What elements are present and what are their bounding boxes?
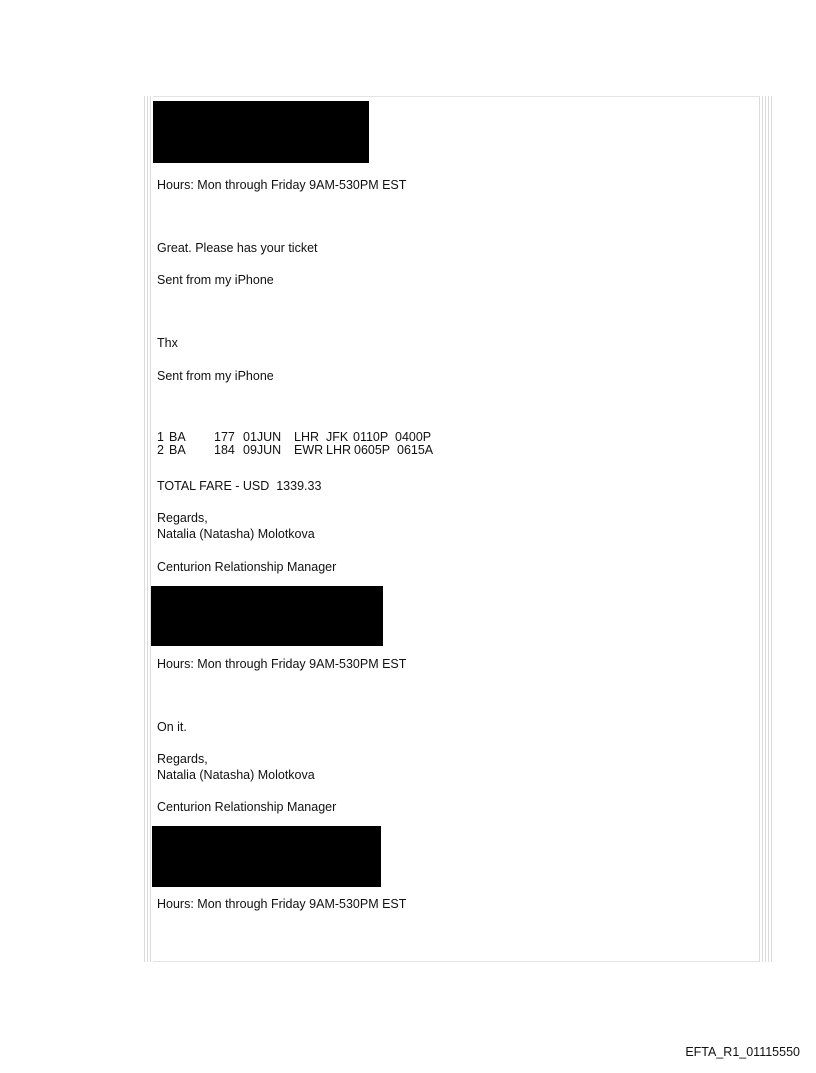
sent-from-signature: Sent from my iPhone <box>157 273 274 287</box>
hours-line: Hours: Mon through Friday 9AM-530PM EST <box>157 897 407 911</box>
redaction-block <box>153 101 369 163</box>
itinerary-to: JFK <box>326 430 349 444</box>
itinerary-flight: 184 <box>214 443 235 457</box>
itinerary-arrival: 0400P <box>395 430 432 444</box>
itinerary-date: 01JUN <box>243 430 282 444</box>
total-fare: TOTAL FARE - USD 1339.33 <box>157 479 322 493</box>
itinerary-from: EWR <box>294 443 324 457</box>
itinerary-departure: 0605P <box>354 443 391 457</box>
redaction-block <box>152 826 381 887</box>
document-id: EFTA_R1_01115550 <box>685 1045 800 1059</box>
itinerary-arrival: 0615A <box>397 443 434 457</box>
regards-text: Regards, <box>157 752 208 766</box>
message-text: Thx <box>157 336 178 350</box>
itinerary-carrier: BA <box>169 443 186 457</box>
itinerary-departure: 0110P <box>353 430 389 444</box>
frame-right-border <box>759 96 772 962</box>
message-text: Great. Please has your ticket <box>157 241 318 255</box>
itinerary-carrier: BA <box>169 430 186 444</box>
itinerary-date: 09JUN <box>243 443 282 457</box>
itinerary-line-number: 1 <box>157 430 164 444</box>
itinerary-line-number: 2 <box>157 443 164 457</box>
sender-title: Centurion Relationship Manager <box>157 560 337 574</box>
hours-line: Hours: Mon through Friday 9AM-530PM EST <box>157 657 407 671</box>
itinerary-from: LHR <box>294 430 320 444</box>
itinerary-to: LHR <box>326 443 352 457</box>
sender-name: Natalia (Natasha) Molotkova <box>157 527 315 541</box>
regards-text: Regards, <box>157 511 208 525</box>
hours-line: Hours: Mon through Friday 9AM-530PM EST <box>157 178 407 192</box>
sender-name: Natalia (Natasha) Molotkova <box>157 768 315 782</box>
redaction-block <box>151 586 383 646</box>
message-text: On it. <box>157 720 187 734</box>
sent-from-signature: Sent from my iPhone <box>157 369 274 383</box>
itinerary-flight: 177 <box>214 430 235 444</box>
sender-title: Centurion Relationship Manager <box>157 800 337 814</box>
